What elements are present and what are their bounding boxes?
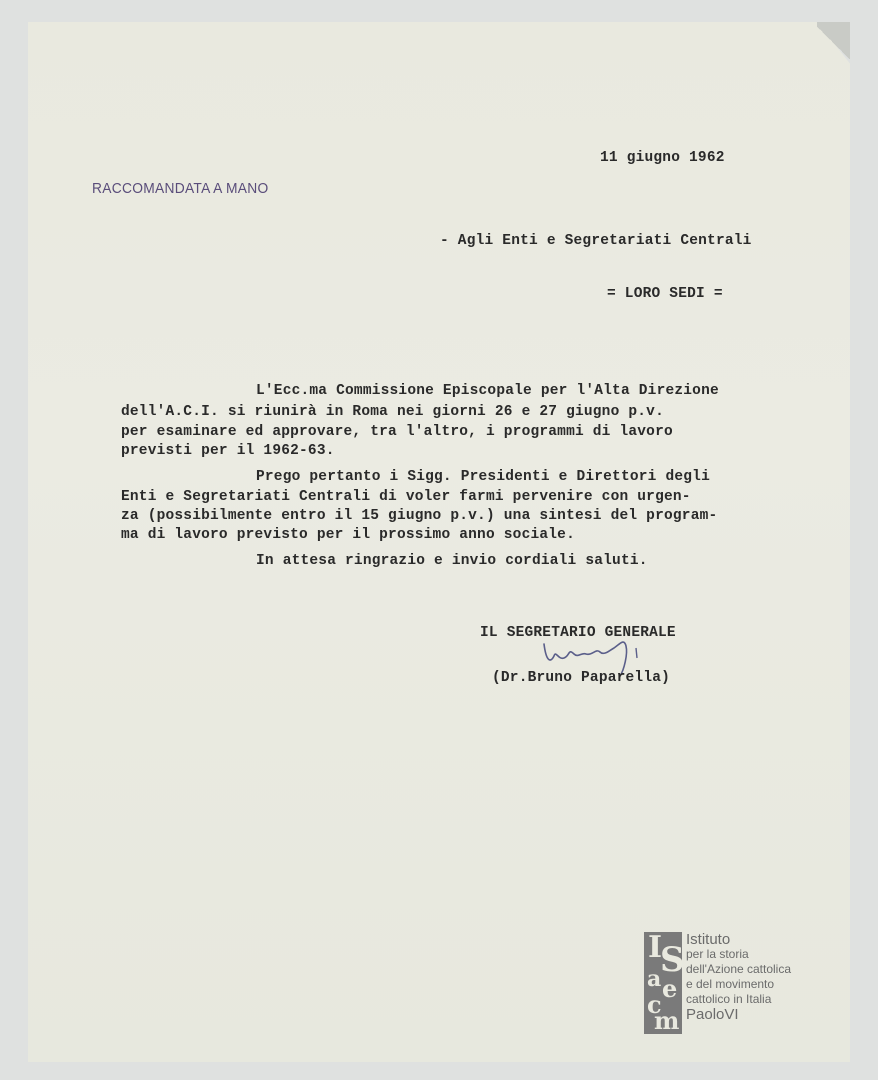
logo-line: e del movimento bbox=[686, 977, 775, 991]
body-line: previsti per il 1962-63. bbox=[121, 443, 335, 459]
logo-mark: I S a e c m bbox=[644, 932, 682, 1034]
signature-title: IL SEGRETARIO GENERALE bbox=[480, 625, 676, 641]
body-line: ma di lavoro previsto per il prossimo anno sociale. bbox=[121, 527, 575, 543]
recipient: - Agli Enti e Segretariati Centrali bbox=[440, 233, 752, 249]
body-line: Enti e Segretariati Centrali di voler farmi pervenire con urgen- bbox=[121, 489, 691, 505]
signature-name: (Dr.Bruno Paparella) bbox=[492, 670, 671, 686]
institute-logo bbox=[644, 932, 804, 1042]
body-line: per esaminare ed approvare, tra l'altro, i programmi di lavoro bbox=[121, 424, 673, 440]
body-line: L'Ecc.ma Commissione Episcopale per l'Alta Direzione bbox=[256, 383, 719, 399]
logo-line: per la storia bbox=[686, 947, 749, 961]
logo-line: dell'Azione cattolica bbox=[686, 962, 792, 976]
delivery-stamp: RACCOMANDATA A MANO bbox=[92, 180, 269, 197]
body-line: za (possibilmente entro il 15 giugno p.v.) una sintesi del program- bbox=[121, 508, 718, 524]
body-line: In attesa ringrazio e invio cordiali saluti. bbox=[256, 553, 648, 569]
logo-line: Istituto bbox=[686, 931, 731, 948]
logo-line: cattolico in Italia bbox=[686, 992, 772, 1006]
recipient-place: = LORO SEDI = bbox=[607, 286, 723, 302]
body-line: dell'A.C.I. si riunirà in Roma nei giorni 26 e 27 giugno p.v. bbox=[121, 404, 664, 420]
letter-date: 11 giugno 1962 bbox=[600, 150, 725, 166]
body-line: Prego pertanto i Sigg. Presidenti e Direttori degli bbox=[256, 469, 710, 485]
logo-line: PaoloVI bbox=[686, 1006, 739, 1023]
folded-corner bbox=[817, 22, 850, 64]
